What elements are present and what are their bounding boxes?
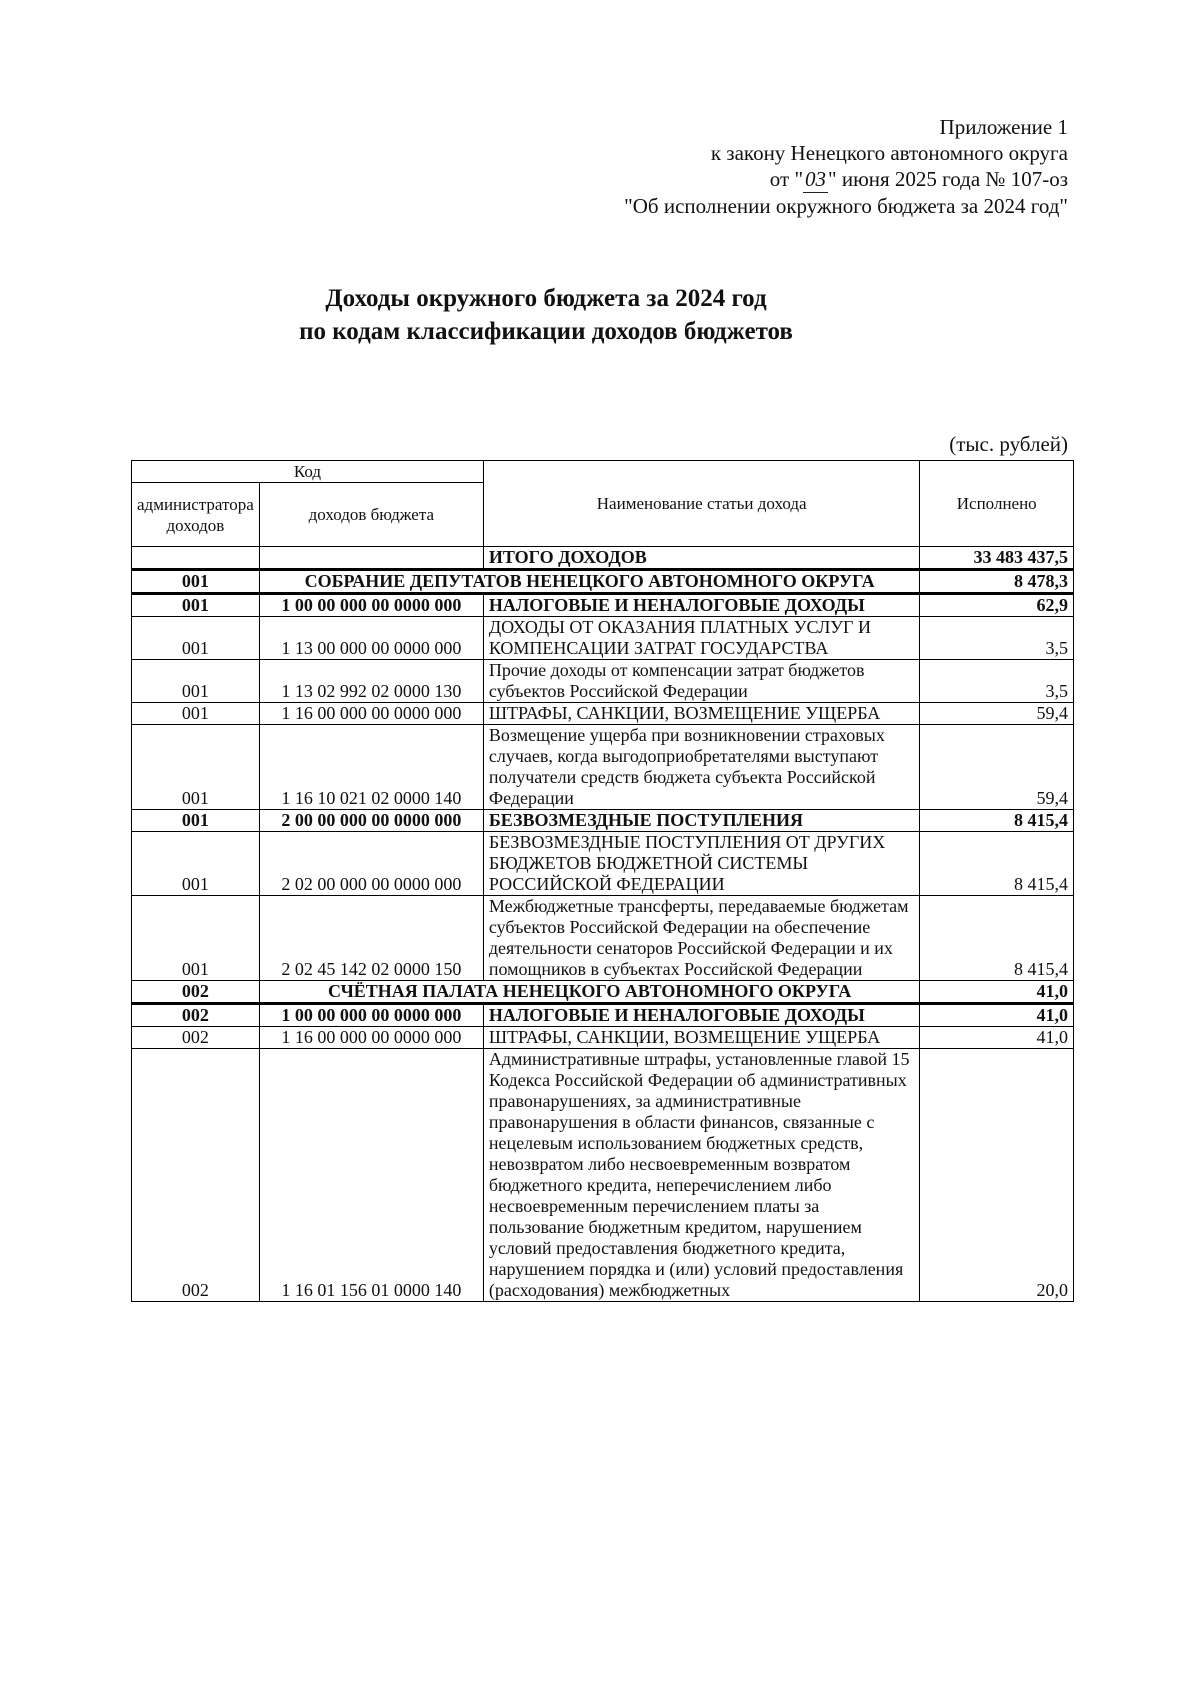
table-row (132, 832, 1074, 896)
total-amount: 33 483 437,5 (920, 547, 1074, 570)
law-title: "Об исполнении окружного бюджета за 2024 год" (624, 194, 1068, 218)
row-admin: 001 (132, 725, 260, 810)
row-name: Межбюджетные трансферты, передаваемые бюджетам субъектов Российской Федерации на обеспечение деятельности сенаторов Российской Федерации и их помощников в субъектах Российской Федерации (483, 896, 920, 981)
table-row (132, 617, 1074, 660)
row-name: БЕЗВОЗМЕЗДНЫЕ ПОСТУПЛЕНИЯ ОТ ДРУГИХ БЮДЖЕТОВ БЮДЖЕТНОЙ СИСТЕМЫ РОССИЙСКОЙ ФЕДЕРАЦИИ (483, 832, 920, 896)
table-row (132, 594, 1074, 617)
date-suffix: " июня 2025 года № 107-оз (828, 167, 1068, 191)
table-row (132, 725, 1074, 810)
row-name: Возмещение ущерба при возникновении страховых случаев, когда выгодоприобретателями выступают получатели средств бюджета субъекта Российской Федерации (483, 725, 920, 810)
row-admin: 001 (132, 896, 260, 981)
row-admin: 001 (132, 810, 260, 832)
row-amount: 41,0 (920, 1004, 1074, 1027)
table-row (132, 1027, 1074, 1049)
row-name: СЧЁТНАЯ ПАЛАТА НЕНЕЦКОГО АВТОНОМНОГО ОКРУГА (259, 981, 920, 1004)
row-amount: 59,4 (920, 703, 1074, 725)
row-admin: 002 (132, 1049, 260, 1302)
header-code: Код (132, 461, 484, 483)
page-title (0, 282, 1092, 348)
section-row (132, 570, 1074, 594)
row-name: СОБРАНИЕ ДЕПУТАТОВ НЕНЕЦКОГО АВТОНОМНОГО ОКРУГА (259, 570, 920, 594)
row-admin: 001 (132, 570, 260, 594)
row-code: 1 16 00 000 00 0000 000 (259, 1027, 483, 1049)
row-name: ДОХОДЫ ОТ ОКАЗАНИЯ ПЛАТНЫХ УСЛУГ И КОМПЕНСАЦИИ ЗАТРАТ ГОСУДАРСТВА (483, 617, 920, 660)
row-amount: 41,0 (920, 1027, 1074, 1049)
row-admin: 001 (132, 703, 260, 725)
row-code: 2 02 45 142 02 0000 150 (259, 896, 483, 981)
row-amount: 41,0 (920, 981, 1074, 1004)
row-amount: 3,5 (920, 660, 1074, 703)
row-admin: 002 (132, 1027, 260, 1049)
total-row (132, 547, 1074, 570)
handwritten-date: 03 (805, 167, 827, 191)
header-budget-code: доходов бюджета (259, 483, 483, 547)
total-admin (132, 547, 260, 570)
row-amount: 8 415,4 (920, 810, 1074, 832)
header-admin: администратора доходов (132, 483, 260, 547)
row-code: 1 00 00 000 00 0000 000 (259, 1004, 483, 1027)
row-code: 1 16 10 021 02 0000 140 (259, 725, 483, 810)
row-amount: 62,9 (920, 594, 1074, 617)
header-executed: Исполнено (920, 461, 1074, 547)
row-amount: 3,5 (920, 617, 1074, 660)
row-name: ШТРАФЫ, САНКЦИИ, ВОЗМЕЩЕНИЕ УЩЕРБА (483, 1027, 920, 1049)
row-admin: 002 (132, 981, 260, 1004)
units-label: (тыс. рублей) (949, 432, 1068, 456)
row-code: 1 13 02 992 02 0000 130 (259, 660, 483, 703)
row-amount: 20,0 (920, 1049, 1074, 1302)
row-admin: 001 (132, 832, 260, 896)
total-code (259, 547, 483, 570)
table-row (132, 1004, 1074, 1027)
law-reference: к закону Ненецкого автономного округа (710, 141, 1068, 165)
title-line-1: Доходы окружного бюджета за 2024 год (325, 285, 767, 312)
row-code: 1 16 01 156 01 0000 140 (259, 1049, 483, 1302)
section-row (132, 981, 1074, 1004)
appendix-label: Приложение 1 (939, 115, 1068, 139)
table-row (132, 703, 1074, 725)
row-name: БЕЗВОЗМЕЗДНЫЕ ПОСТУПЛЕНИЯ (483, 810, 920, 832)
table-row (132, 896, 1074, 981)
row-amount: 8 478,3 (920, 570, 1074, 594)
row-admin: 001 (132, 594, 260, 617)
table-row (132, 810, 1074, 832)
date-prefix: от " (769, 167, 804, 191)
row-admin: 002 (132, 1004, 260, 1027)
row-code: 2 02 00 000 00 0000 000 (259, 832, 483, 896)
row-amount: 59,4 (920, 725, 1074, 810)
row-name: НАЛОГОВЫЕ И НЕНАЛОГОВЫЕ ДОХОДЫ (483, 594, 920, 617)
revenue-table (131, 460, 1074, 1302)
row-code: 1 00 00 000 00 0000 000 (259, 594, 483, 617)
row-admin: 001 (132, 660, 260, 703)
header-name: Наименование статьи дохода (483, 461, 920, 547)
row-name: Административные штрафы, установленные главой 15 Кодекса Российской Федерации об административных правонарушениях, за административные правонарушения в области финансов, связанные с нецелевым использованием бюджетных средств, невозвратом либо несвоевременным возвратом бюджетного кредита, неперечислением либо несвоевременным перечислением платы за пользование бюджетным кредитом, нарушением условий предоставления бюджетного кредита, нарушением порядка и (или) условий предоставления (расходования) межбюджетных (483, 1049, 920, 1302)
row-amount: 8 415,4 (920, 896, 1074, 981)
row-name: НАЛОГОВЫЕ И НЕНАЛОГОВЫЕ ДОХОДЫ (483, 1004, 920, 1027)
table-row (132, 1049, 1074, 1302)
row-amount: 8 415,4 (920, 832, 1074, 896)
row-admin: 001 (132, 617, 260, 660)
row-code: 1 13 00 000 00 0000 000 (259, 617, 483, 660)
total-name: ИТОГО ДОХОДОВ (483, 547, 920, 570)
row-name: Прочие доходы от компенсации затрат бюджетов субъектов Российской Федерации (483, 660, 920, 703)
table-row (132, 660, 1074, 703)
title-line-2: по кодам классификации доходов бюджетов (299, 318, 793, 345)
row-code: 2 00 00 000 00 0000 000 (259, 810, 483, 832)
row-code: 1 16 00 000 00 0000 000 (259, 703, 483, 725)
law-date-number (624, 166, 1068, 193)
row-name: ШТРАФЫ, САНКЦИИ, ВОЗМЕЩЕНИЕ УЩЕРБА (483, 703, 920, 725)
document-header (624, 114, 1068, 219)
